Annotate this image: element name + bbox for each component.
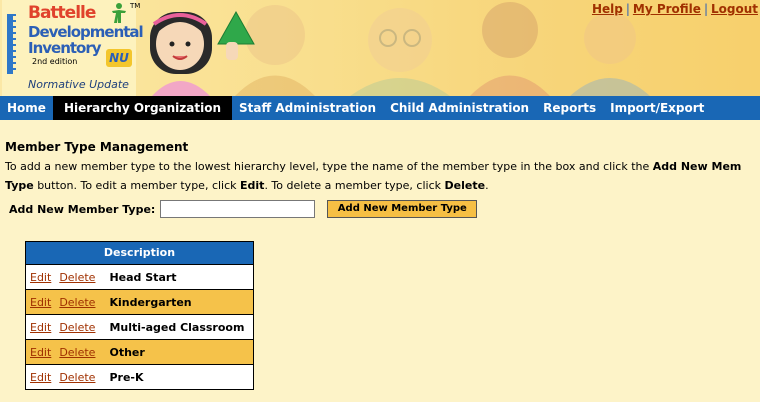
instructions-bold: Type [5,179,34,192]
logo-text-line3: Inventory [28,39,101,57]
instructions-bold: Add New Mem [652,160,742,173]
member-type-description: Kindergarten [109,295,192,309]
logo-edition: 2nd edition [32,57,78,66]
member-type-table [25,241,254,390]
table-row [26,364,253,389]
table-row [26,339,253,364]
my-profile-link[interactable]: My Profile [632,2,701,16]
nav-child-administration[interactable]: Child Administration [390,101,530,115]
table-header-description: Description [26,242,253,264]
instructions-bold: Delete [444,179,486,192]
edit-link[interactable]: Edit [30,320,52,334]
delete-link[interactable]: Delete [59,270,96,284]
edit-link[interactable]: Edit [30,295,52,309]
edit-link[interactable]: Edit [30,345,52,359]
logo-subtitle: Normative Update [28,78,129,91]
delete-link[interactable]: Delete [59,370,96,384]
add-new-member-type-button[interactable]: Add New Member Type [327,200,477,218]
member-type-description: Other [109,345,145,359]
delete-link[interactable]: Delete [59,320,96,334]
add-member-type-form [9,200,477,218]
instructions [5,157,760,195]
instructions-text: . [485,179,489,192]
top-links [592,2,758,16]
main-content [0,120,760,402]
ruler-icon [7,14,13,74]
edit-link[interactable]: Edit [30,270,52,284]
link-separator: | [703,2,708,16]
delete-link[interactable]: Delete [59,295,96,309]
delete-link[interactable]: Delete [59,345,96,359]
link-separator: | [625,2,630,16]
instructions-text: . To delete a member type, click [264,179,445,192]
logo-nu-badge: NU [106,49,132,67]
member-type-description: Pre-K [109,370,144,384]
instructions-text: To add a new member type to the lowest hierarchy level, type the name of the member type in the box and click the [5,160,653,173]
logo-text-line1: Battelle [28,3,96,23]
table-row [26,289,253,314]
help-link[interactable]: Help [591,2,623,16]
member-type-input[interactable] [160,200,315,218]
child-figure-icon [110,2,128,24]
member-type-description: Multi-aged Classroom [109,320,245,334]
nav-import-export[interactable]: Import/Export [610,101,705,115]
logo-trademark: TM [130,2,141,10]
nav-staff-administration[interactable]: Staff Administration [239,101,377,115]
logo-text-line2: Developmental [28,23,143,41]
instructions-bold: Edit [240,179,265,192]
nav-reports[interactable]: Reports [543,101,597,115]
table-row [26,264,253,289]
table-row [26,314,253,339]
battelle-logo [2,0,143,96]
logout-link[interactable]: Logout [710,2,758,16]
add-member-type-label: Add New Member Type: [9,202,156,216]
page-title: Member Type Management [5,140,189,154]
member-type-description: Head Start [109,270,177,284]
main-nav [0,96,760,120]
edit-link[interactable]: Edit [30,370,52,384]
nav-hierarchy-organization[interactable]: Hierarchy Organization [53,96,232,120]
instructions-text: button. To edit a member type, click [33,179,241,192]
nav-home[interactable]: Home [7,101,46,115]
header-banner [0,0,760,96]
